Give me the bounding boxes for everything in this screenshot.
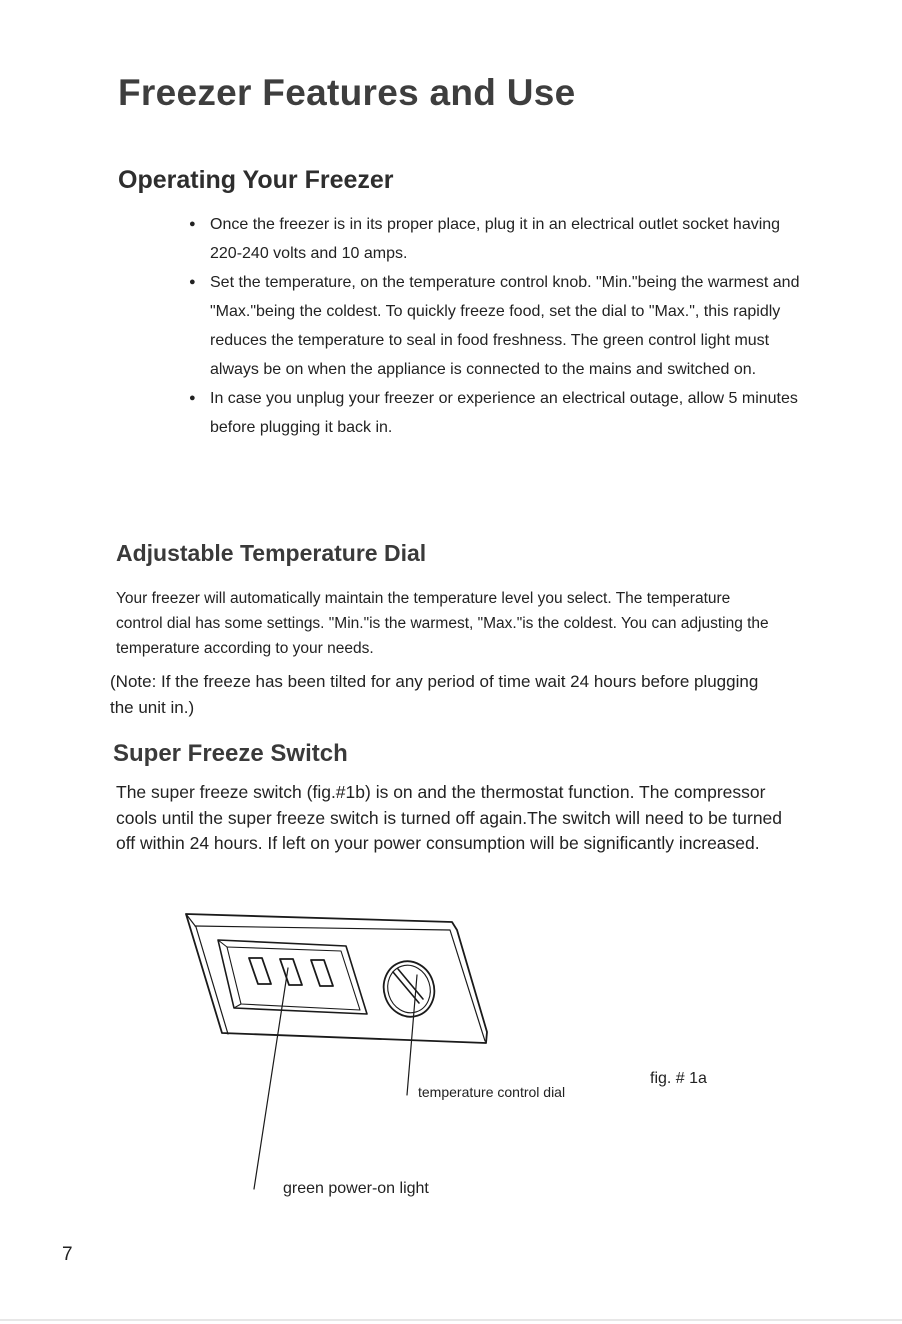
switch-1: [249, 958, 271, 984]
super-freeze-paragraph: The super freeze switch (fig.#1b) is on and the thermostat function. The compressor cools until the super freeze switch is turned off again.The switch will need to be turned off within 24 hours. If left on your power consumption will be significantly increased.: [116, 782, 783, 853]
leader-line-dial: [407, 975, 417, 1095]
label-green-power-on-light: green power-on light: [283, 1180, 429, 1197]
figure-caption: fig. # 1a: [650, 1070, 707, 1087]
tilt-note: (Note: If the freeze has been tilted for any period of time wait 24 hours before plugging the unit in.): [110, 672, 759, 717]
temperature-dial-pointer: [393, 969, 423, 1003]
switch-2: [280, 959, 302, 985]
dial-paragraph: Your freezer will automatically maintain the temperature level you select. The temperature control dial has some settings. "Min."is the warmest, "Max."is the coldest. You can adjusting the temperature according to your needs.: [116, 590, 769, 657]
label-temperature-control-dial: temperature control dial: [418, 1084, 566, 1100]
switch-3: [311, 960, 333, 986]
page-title: Freezer Features and Use: [118, 72, 576, 113]
leader-line-light: [254, 968, 288, 1189]
bullet-item: ● In case you unplug your freezer or experience an electrical outage, allow 5 minutes before plugging it back in.: [190, 384, 810, 442]
section-heading-dial: Adjustable Temperature Dial: [116, 540, 427, 566]
section-heading-super-freeze: Super Freeze Switch: [113, 740, 348, 767]
section-heading-operating: Operating Your Freezer: [118, 166, 394, 194]
page-number: 7: [62, 1244, 73, 1265]
bullet-item: ● Once the freezer is in its proper place, plug it in an electrical outlet socket having 220-240 volts and 10 amps.: [190, 210, 810, 268]
panel-bevel: [195, 926, 485, 1041]
bullet-item: ● Set the temperature, on the temperature control knob. "Min."being the warmest and "Max."being the coldest. To quickly freeze food, set the dial to "Max.", this rapidly reduces the temperature to seal in food freshness. The green control light must always be on when the appliance is connected to the mains and switched on.: [190, 268, 810, 384]
panel-outline: [186, 914, 487, 1043]
